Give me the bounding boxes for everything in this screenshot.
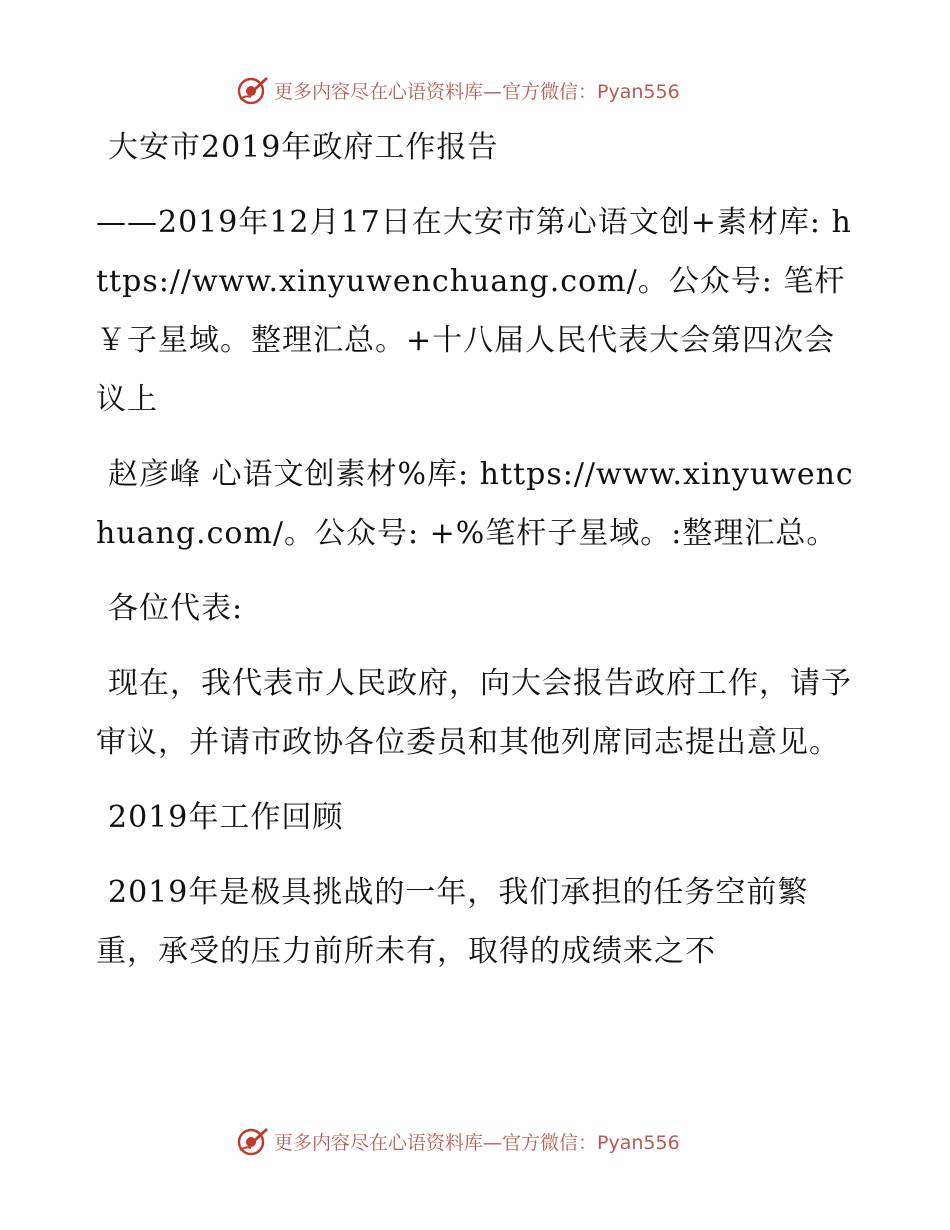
document-title: 大安市2019年政府工作报告	[108, 130, 499, 165]
pen-logo-icon	[236, 1124, 270, 1158]
watermark-banner-top	[236, 73, 680, 107]
watermark-text: 更多内容尽在心语资料库—官方微信：Pyan556	[274, 1131, 680, 1154]
author-line: 赵彦峰 心语文创素材%库: https://www.xinyuwenchuang.com/。公众号: +%笔杆子星域。:整理汇总。	[96, 457, 854, 551]
document-subtitle: ——2019年12月17日在大安市第心语文创+素材库: https://www.xinyuwenchuang.com/。公众号: 笔杆￥子星域。整理汇总。+十八届人民代表大会第四次会议上	[96, 205, 852, 417]
body-paragraph: 2019年是极具挑战的一年，我们承担的任务空前繁重，承受的压力前所未有，取得的成绩来之不	[96, 875, 809, 969]
pen-logo-icon	[236, 73, 270, 107]
intro-paragraph: 现在，我代表市人民政府，向大会报告政府工作，请予审议，并请市政协各位委员和其他列席同志提出意见。	[96, 666, 852, 760]
section-heading: 2019年工作回顾	[108, 800, 344, 835]
salutation: 各位代表:	[108, 591, 244, 626]
document-body	[96, 118, 856, 997]
watermark-text: 更多内容尽在心语资料库—官方微信：Pyan556	[274, 80, 680, 103]
watermark-banner-bottom	[236, 1124, 680, 1158]
